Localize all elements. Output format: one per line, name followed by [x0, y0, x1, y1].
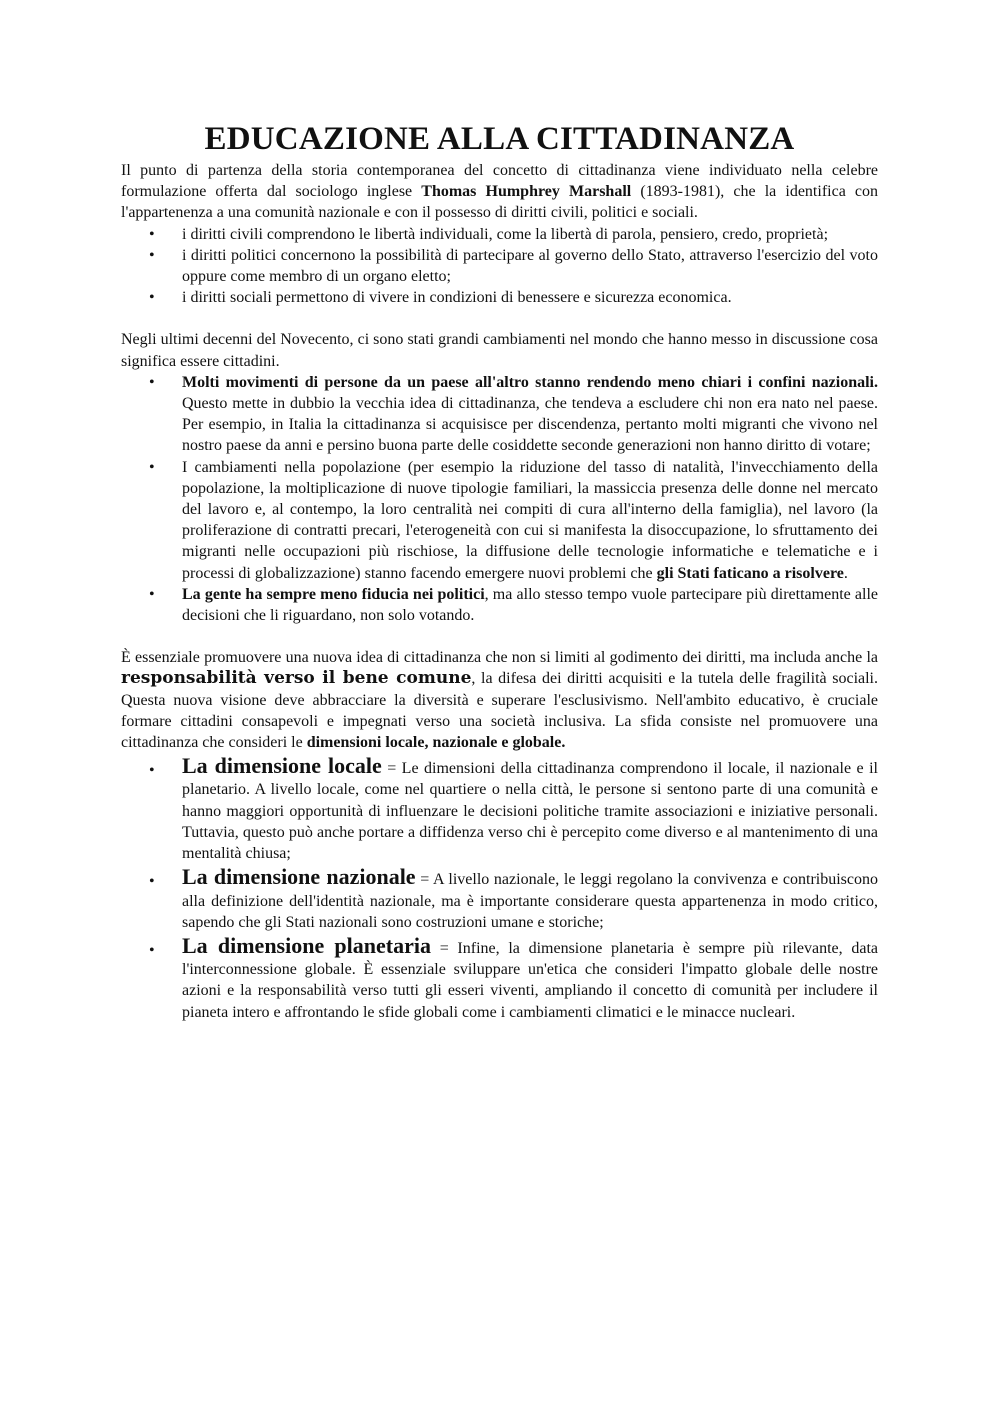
- bullet-icon: •: [149, 941, 155, 959]
- bullet-icon: •: [149, 762, 155, 780]
- list-item: [121, 866, 878, 933]
- list-item: [121, 372, 878, 457]
- dimensions-list: [121, 755, 878, 1022]
- list-item: [121, 224, 878, 245]
- trust-text: , ma allo stesso tempo vuole partecipare più direttamente alle decisioni che li riguardano, non solo votando.: [182, 585, 879, 625]
- migration-text: Questo mette in dubbio la vecchia idea di cittadinanza, che tendeva a escludere chi non era nato nel paese. Per esempio, in Italia la cittadinanza si acquisisce per discendenza, pertanto molti migranti che vivono nel nostro paese da anni e persino buona parte delle cosiddette seconde generazioni non hanno diritto di votare;: [182, 395, 878, 455]
- document-page: [121, 118, 878, 1023]
- spacer: [121, 626, 878, 647]
- intro-text-2: (1893-1981), che la identifica con l'appartenenza a una comunità nazionale e con il possesso di diritti civili, politici e sociali.: [121, 183, 879, 222]
- migration-heading: Molti movimenti di persone da un paese all'altro stanno rendendo meno chiari i confini nazionali.: [182, 373, 878, 391]
- bullet-icon: •: [149, 289, 155, 307]
- changes-paragraph: Negli ultimi decenni del Novecento, ci sono stati grandi cambiamenti nel mondo che hanno messo in discussione cosa significa essere cittadini.: [121, 331, 878, 370]
- list-item: [121, 932, 878, 1023]
- spacer: [121, 308, 878, 329]
- vision-text-2: , la difesa dei diritti acquisiti e la tutela delle fragilità sociali. Questa nuova visione deve abbracciare la diversità e superare l'esclusivismo. Nell'ambito educativo, è cruciale formare cittadini consapevoli e impegnati verso una società inclusiva. La sfida consiste nel promuovere una cittadinanza che consideri le: [121, 670, 879, 752]
- marshall-name: Thomas Humphrey Marshall: [421, 183, 632, 201]
- national-dimension-text: = A livello nazionale, le leggi regolano la convivenza e contribuiscono alla definizione dell'identità nazionale, ma è importante considerare questa appartenenza in modo critico, sapendo che gli Stati nazionali sono costruzioni umane e storiche;: [182, 871, 878, 931]
- local-dimension-heading: La dimensione locale: [182, 753, 382, 779]
- population-end: .: [843, 564, 848, 582]
- political-rights-text: i diritti politici concernono la possibilità di partecipare al governo dello Stato, attraverso l'esercizio del voto oppure come membro di un organo eletto;: [182, 246, 878, 286]
- list-item: [121, 755, 878, 864]
- vision-paragraph: [121, 647, 878, 753]
- bullet-icon: •: [149, 873, 155, 891]
- document-title: EDUCAZIONE ALLA CITTADINANZA: [204, 121, 795, 157]
- vision-text-1: È essenziale promuovere una nuova idea di cittadinanza che non si limiti al godimento dei diritti, ma includa anche la: [121, 649, 878, 667]
- bullet-icon: •: [149, 458, 155, 476]
- planetary-dimension-text: = Infine, la dimensione planetaria è sempre più rilevante, data l'interconnessione globale. È essenziale sviluppare un'etica che consideri l'impatto globale delle nostre azioni e la responsabilità verso tutti gli esseri viventi, ampliando il concetto di comunità per includere il pianeta intero e affrontando le sfide globali come i cambiamenti climatici e le minacce nucleari.: [182, 939, 878, 1021]
- planetary-dimension-heading: La dimensione planetaria: [182, 932, 431, 958]
- bullet-icon: •: [149, 225, 155, 243]
- intro-text-1: Il punto di partenza della storia contemporanea del concetto di cittadinanza viene individuato nella celebre formulazione offerta dal sociologo inglese: [121, 162, 878, 201]
- dimensions-text: dimensioni locale, nazionale e globale.: [306, 734, 566, 752]
- population-text: I cambiamenti nella popolazione (per esempio la riduzione del tasso di natalità, l'invecchiamento della popolazione, la moltiplicazione di nuove tipologie familiari, la massiccia presenza delle donne nel mercato del lavoro e, al contempo, la loro centralità nei compiti di cura all'interno della famiglia), nel lavoro (la proliferazione di contratti precari, l'eterogeneità con cui si manifesta la disoccupazione, lo sfruttamento dei migranti nelle occupazioni più rischiose, la diffusione delle tecnologie informatiche e telematiche e i processi di globalizzazione) stanno facendo emergere nuovi problemi che: [182, 458, 878, 582]
- bullet-icon: •: [149, 246, 155, 264]
- states-struggle-text: gli Stati faticano a risolvere: [656, 564, 844, 582]
- list-item: [121, 245, 878, 287]
- bullet-icon: •: [149, 373, 155, 391]
- social-rights-text: i diritti sociali permettono di vivere in condizioni di benessere e sicurezza economica.: [182, 289, 732, 307]
- list-item: [121, 287, 878, 308]
- intro-paragraph: [121, 160, 878, 224]
- trust-heading: La gente ha sempre meno fiducia nei politici: [182, 585, 485, 603]
- rights-list: [121, 224, 878, 309]
- national-dimension-heading: La dimensione nazionale: [182, 864, 416, 890]
- civil-rights-text: i diritti civili comprendono le libertà individuali, come la libertà di parola, pensiero, credo, proprietà;: [182, 225, 829, 243]
- bullet-icon: •: [149, 585, 155, 603]
- responsibility-text: responsabilità verso il bene comune: [121, 668, 472, 689]
- changes-list: [121, 372, 878, 626]
- list-item: [121, 457, 878, 584]
- list-item: [121, 584, 878, 626]
- local-dimension-text: = Le dimensioni della cittadinanza comprendono il locale, il nazionale e il planetario. A livello locale, come nel quartiere o nella città, le persone si sentono parte di una comunità e hanno maggiori opportunità di influenzare le decisioni politiche tramite associazioni e iniziative personali. Tuttavia, questo può anche portare a diffidenza verso chi è percepito come diverso e al mantenimento di una mentalità chiusa;: [182, 760, 878, 863]
